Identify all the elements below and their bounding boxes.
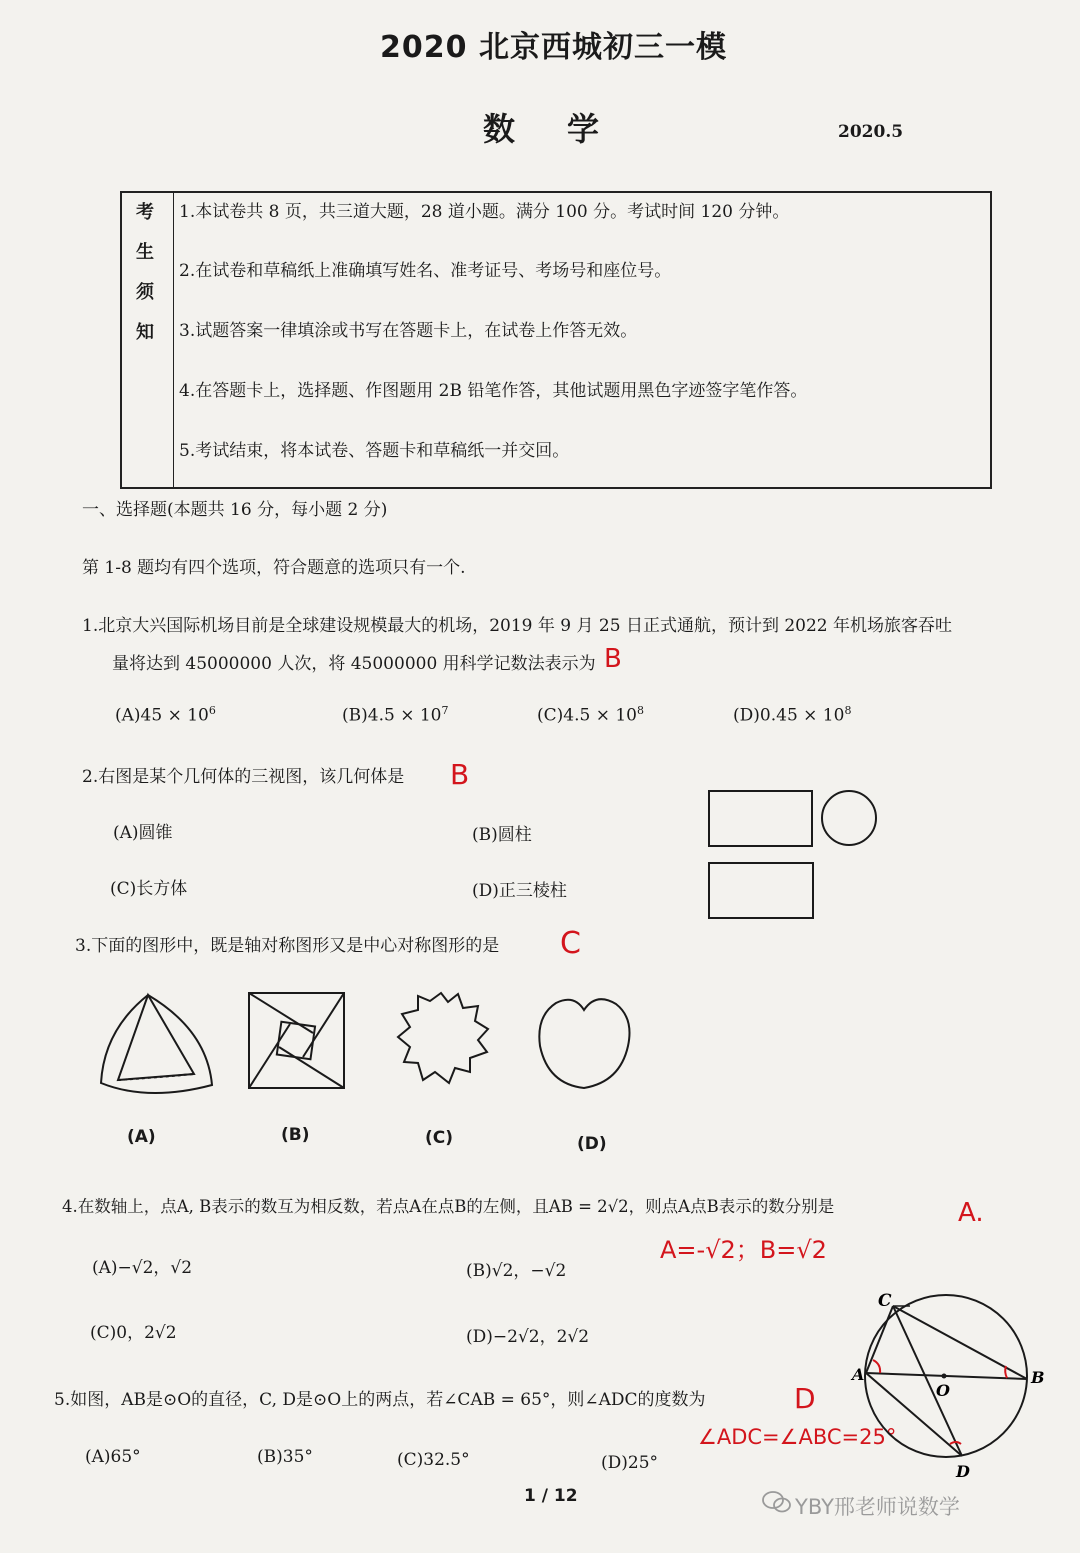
notice-item: 4.在答题卡上，选择题、作图题用 2B 铅笔作答，其他试题用黑色字迹签字笔作答。: [179, 381, 808, 401]
q5-label-c: C: [878, 1291, 892, 1311]
q1-answer: B: [604, 644, 622, 674]
page-number: 1 / 12: [524, 1486, 578, 1506]
q1-option-a: $(A)45 \times 10^6$: [115, 704, 216, 726]
q5-option-c: (C)32.5°: [397, 1450, 470, 1470]
section-intro: 第 1-8 题均有四个选项，符合题意的选项只有一个.: [82, 558, 466, 578]
q5-label-b: B: [1031, 1368, 1045, 1387]
q2-option-a: (A)圆锥: [113, 823, 173, 843]
notice-item: 1.本试卷共 8 页，共三道大题，28 道小题。满分 100 分。考试时间 120 分钟。: [179, 202, 790, 222]
notice-item: 2.在试卷和草稿纸上准确填写姓名、准考证号、考场号和座位号。: [179, 261, 672, 281]
q5-option-a: (A)65°: [85, 1447, 141, 1467]
wechat-icon: [762, 1490, 792, 1514]
q5-chord-ac: [866, 1306, 893, 1373]
q3-caption-d: (D): [577, 1134, 607, 1154]
q2-answer: B: [450, 758, 470, 791]
q4-option-b: (B)√2，−√2: [466, 1261, 567, 1281]
notice-label-char: 考: [136, 202, 154, 223]
q2-option-d: (D)正三棱柱: [472, 881, 567, 901]
q5-option-b: (B)35°: [257, 1447, 313, 1467]
notice-item: 5.考试结束，将本试卷、答题卡和草稿纸一并交回。: [179, 441, 570, 461]
q5-label-a: A: [852, 1365, 865, 1384]
q5-chord-cd: [893, 1306, 962, 1456]
page-title: 2020 北京西城初三一模: [380, 30, 727, 65]
notice-item: 3.试题答案一律填涂或书写在答题卡上，在试卷上作答无效。: [179, 321, 638, 341]
q2-option-b: (B)圆柱: [472, 825, 532, 845]
q3-caption-c: (C): [425, 1128, 454, 1148]
q5-chord-cb: [893, 1306, 1027, 1379]
q4-option-a: (A)−√2，√2: [92, 1258, 193, 1278]
watermark: YBY邢老师说数学: [795, 1495, 960, 1519]
notice-label-char: 须: [136, 282, 154, 303]
q4-option-c: (C)0，2√2: [90, 1323, 177, 1343]
q4-annotation: A=-√2；B=√2: [660, 1236, 827, 1264]
q5-label-o: O: [936, 1381, 950, 1400]
q1-text-line2: 量将达到 45000000 人次，将 45000000 用科学记数法表示为: [112, 654, 596, 674]
q5-text: 5.如图，AB是⊙O的直径，C, D是⊙O上的两点，若∠CAB = 65°，则∠ADC的度数为: [54, 1390, 706, 1410]
q3-caption-b: (B): [281, 1125, 310, 1145]
q5-center-point: [942, 1374, 947, 1379]
section-heading: 一、选择题(本题共 16 分，每小题 2 分): [82, 500, 388, 520]
q3-answer: C: [560, 926, 581, 961]
q4-text: 4.在数轴上，点A, B表示的数互为相反数，若点A在点B的左侧，且AB = 2√2，则点A点B表示的数分别是: [62, 1197, 835, 1216]
q1-option-b: $(B)4.5 \times 10^7$: [342, 704, 449, 726]
q2-option-c: (C)长方体: [110, 879, 188, 899]
q4-option-d: (D)−2√2，2√2: [466, 1327, 590, 1347]
exam-date: 2020.5: [838, 122, 904, 142]
q5-annotation: ∠ADC=∠ABC=25°: [698, 1425, 897, 1449]
q5-answer: D: [794, 1382, 816, 1415]
q1-text-line1: 1.北京大兴国际机场目前是全球建设规模最大的机场，2019 年 9 月 25 日正式通航，预计到 2022 年机场旅客吞吐: [82, 616, 953, 636]
q4-answer: A.: [958, 1198, 984, 1228]
q2-text: 2.右图是某个几何体的三视图，该几何体是: [82, 767, 405, 787]
q5-angle-mark-a: [873, 1360, 880, 1373]
subject-title: 数学: [483, 110, 652, 148]
q5-label-d: D: [956, 1462, 970, 1481]
notice-label-char: 生: [136, 242, 154, 263]
q1-option-d: $(D)0.45 \times 10^8$: [733, 704, 852, 726]
q3-text: 3.下面的图形中，既是轴对称图形又是中心对称图形的是: [75, 936, 500, 956]
q5-option-d: (D)25°: [601, 1453, 659, 1473]
notice-label-char: 知: [136, 322, 154, 343]
q3-caption-a: (A): [127, 1127, 156, 1147]
q1-option-c: $(C)4.5 \times 10^8$: [537, 704, 645, 726]
